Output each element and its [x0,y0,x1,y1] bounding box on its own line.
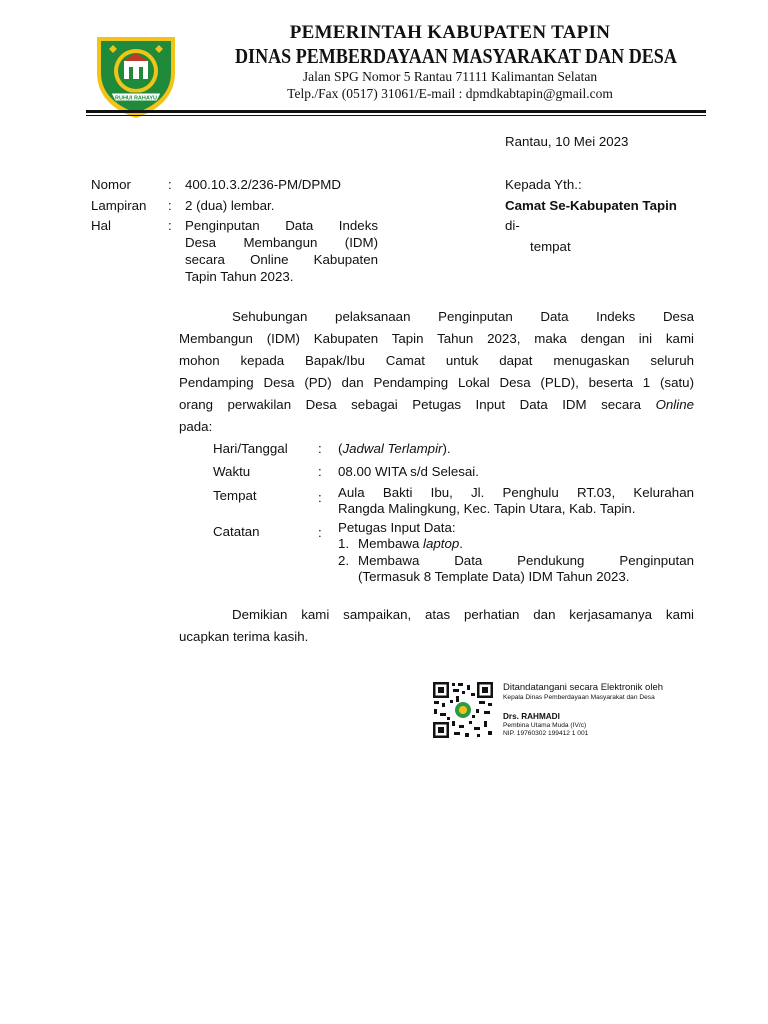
catatan-label: Catatan [213,524,260,539]
letterhead-government: PEMERINTAH KABUPATEN TAPIN [289,22,611,43]
hari-colon: : [318,441,322,456]
tempat-colon: : [318,490,322,505]
letterhead-rule-thin [86,115,706,116]
hal-subject [185,217,378,285]
letterhead-agency: DINAS PEMBERDAYAAN MASYARAKAT DAN DESA [235,44,677,68]
catatan-item-2: Membawa Data Pendukung Penginputan (Termasuk 8 Template Data) IDM Tahun 2023. [358,553,694,584]
letterhead-rule-thick [86,110,706,113]
catatan-colon: : [318,525,322,540]
hal-line: Desa Membangun (IDM) [185,235,378,250]
catatan-item-1: Membawa laptop. [358,536,463,551]
catatan-item-num: 2. [338,553,350,568]
tempat-line: Aula Bakti Ibu, Jl. Penghulu RT.03, Kelurahan [338,485,694,500]
regency-logo [91,27,181,119]
letterhead-address: Jalan SPG Nomor 5 Rantau 71111 Kalimantan Selatan [302,69,598,84]
catatan-item-num: 1. [338,536,350,551]
hal-line: Tapin Tahun 2023. [185,269,294,284]
electronic-signature [430,679,698,741]
tempat-line: Rangda Malingkung, Kec. Tapin Utara, Kab. Tapin. [338,501,636,516]
letter-date: Rantau, 10 Mei 2023 [505,134,629,149]
body-line: pada: [179,419,213,434]
hal-line: secara Online Kabupaten [185,252,378,267]
signature-signed-by: Ditandatangani secara Elektronik oleh [503,682,664,693]
waktu-label: Waktu [213,464,251,479]
body-italic-online: Online [655,397,694,412]
hal-label: Hal [91,218,111,233]
hari-value-italic: Jadwal Terlampir [342,441,443,456]
recipient-di: di- [505,218,520,233]
catatan-intro: Petugas Input Data: [338,520,456,535]
hari-value: (Jadwal Terlampir). [338,441,451,456]
signature-nip: NIP. 19760302 199412 1 001 [503,730,589,737]
body-line: Pendamping Desa (PD) dan Pendamping Lokal Desa (PLD), beserta 1 (satu) [179,375,694,390]
waktu-value: 08.00 WITA s/d Selesai. [338,464,479,479]
tempat-label: Tempat [213,488,257,503]
nomor-colon: : [168,177,172,192]
body-paragraph [179,306,694,438]
closing-line: ucapkan terima kasih. [179,629,309,644]
lampiran-label: Lampiran [91,198,147,213]
signature-name: Drs. RAHMADI [503,712,560,721]
laptop-italic: laptop [423,536,460,551]
hal-line: Penginputan Data Indeks [185,218,378,233]
lampiran-colon: : [168,198,172,213]
lampiran-value: 2 (dua) lembar. [185,198,275,213]
signature-position: Kepala Dinas Pemberdayaan Masyarakat dan Desa [503,694,655,701]
body-line: mohon kepada Bapak/Ibu Camat untuk dapat menugaskan seluruh [179,353,694,368]
body-line: orang perwakilan Desa sebagai Petugas Input Data IDM secara [179,397,642,412]
logo-ribbon-text: RUHUI RAHAYU [115,95,157,102]
closing-line: Demikian kami sampaikan, atas perhatian dan kerjasamanya kami [232,607,694,622]
body-line: Membangun (IDM) Kabupaten Tapin Tahun 2023, maka dengan ini kami [179,331,694,346]
signature-rank: Pembina Utama Muda (IV/c) [503,722,587,729]
hal-colon: : [168,218,172,233]
closing-paragraph [179,604,694,648]
waktu-colon: : [318,464,322,479]
letterhead-contact: Telp./Fax (0517) 31061/E-mail : dpmdkabtapin@gmail.com [287,86,613,101]
letterhead [200,22,700,102]
qr-code-icon [432,681,494,739]
body-line: Sehubungan pelaksanaan Penginputan Data Indeks Desa [232,309,694,324]
nomor-value: 400.10.3.2/236-PM/DPMD [185,177,341,192]
hari-label: Hari/Tanggal [213,441,288,456]
recipient-kepada: Kepada Yth.: [505,177,582,192]
recipient-tempat: tempat [530,239,571,254]
recipient-name: Camat Se-Kabupaten Tapin [505,198,677,213]
tempat-value [338,485,694,517]
nomor-label: Nomor [91,177,131,192]
